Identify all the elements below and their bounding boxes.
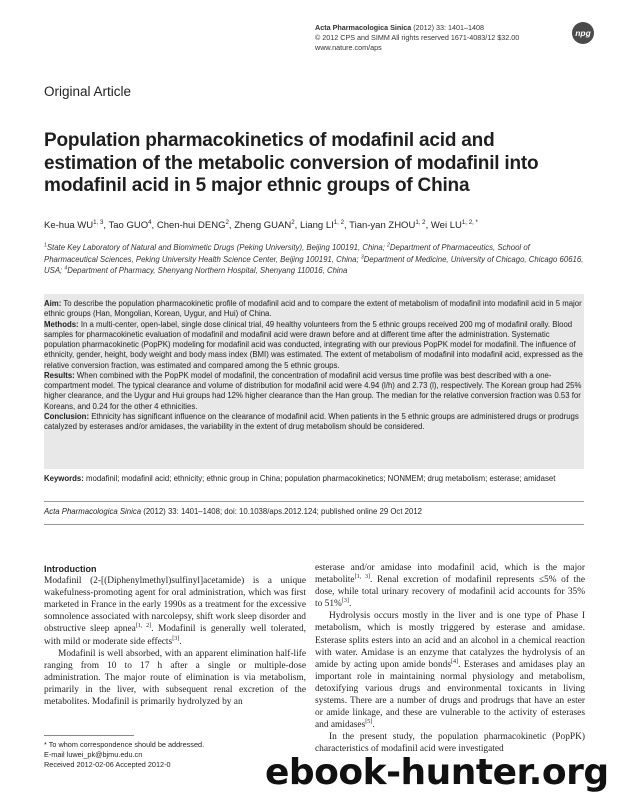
- author: Zheng GUAN$^2$: [234, 218, 295, 231]
- citation-ref[interactable]: [1, 2]: [135, 623, 152, 630]
- keywords: [44, 474, 584, 485]
- citation-ref[interactable]: [5]: [365, 719, 373, 726]
- footnote-divider: [44, 735, 134, 736]
- author: Tao GUO$^4$: [108, 218, 152, 231]
- journal-name: Acta Pharmacologica Sinica: [315, 23, 412, 32]
- keywords-label: Keywords:: [44, 474, 84, 483]
- abstract-aim: Aim: To describe the population pharmacokinetic profile of modafinil acid and to compare the extent of metabolism of modafinil into modafinil acid in 5 major ethnic groups (Han, Mongolian, Korean, Uygur, and Hui) of China.: [44, 299, 582, 319]
- author: Tian-yan ZHOU$^{1, 2}$: [349, 218, 426, 231]
- watermark: ebook-hunter.org: [265, 752, 609, 793]
- author: Ke-hua WU$^{1, 3}$: [44, 218, 104, 231]
- article-type: Original Article: [44, 84, 132, 99]
- author: Wei $LU^{1, 2, *}$: [430, 218, 478, 231]
- copyright-line: © 2012 CPS and SIMM All rights reserved 1671-4083/12 $32.00: [315, 33, 520, 42]
- citation-ref[interactable]: [3]: [341, 598, 349, 605]
- journal-url[interactable]: www.nature.com/aps: [315, 43, 382, 52]
- body-column-left: [44, 563, 306, 708]
- citation-ref[interactable]: [4]: [451, 658, 459, 665]
- author: Liang LI$^{1, 2}$: [299, 218, 345, 231]
- body-column-right: [315, 562, 585, 756]
- paper-title: Population pharmacokinetics of modafinil acid and estimation of the metabolic conversion of modafinil into modafinil acid in 5 major ethnic groups of China: [44, 130, 539, 196]
- affiliation: $^1$State Key Laboratory of Natural and Biomimetic Drugs (Peking University), Beijing 100191, China;: [44, 242, 388, 252]
- paragraph: In the present study, the population pharmacokinetic (PopPK) characteristics of modafinil acid were investigated: [315, 732, 585, 755]
- abstract-conclusion: Conclusion: Ethnicity has significant influence on the clearance of modafinil acid. When patients in the 5 ethnic groups are administered drugs or prodrugs catalyzed by esterases and/or amidases, the variability in the extent of drug metabolism should be considered.: [44, 411, 579, 431]
- author-list: Ke-hua WU$^{1, 3}$, Tao GUO$^4$, Chen-hui DENG$^2$, Zheng GUAN$^2$, Liang LI$^{1, 2}$, Tian-yan ZHOU$^{1, 2}$, Wei $LU^{1, 2, *}$: [44, 218, 478, 231]
- abstract-results: Results: When combined with the PopPK model of modafinil, the concentration of modafinil acid versus time profile was best described with a one-compartment model. The typical clearance and volume of distribution for modafinil acid were 4.94 (l/h) and 2.73 (l), respectively. The Korean group had 25% higher clearance, and the Uygur and Hui groups had 12% higher clearance than the Han group. The median for the relative conversion fraction was 0.53 for Koreans, and 0.24 for the other 4 ethnicities.: [44, 370, 582, 411]
- affiliations: [44, 242, 584, 277]
- affiliation: $^2$Department of Pharmaceutics, School of Pharmaceutical Sciences, Peking University Health Science Center, Beijing 100191, China;: [44, 242, 530, 264]
- journal-header: [315, 23, 565, 53]
- paragraph: Hydrolysis occurs mostly in the liver and is one type of Phase I metabolism, which is mostly triggered by esterase and amidase. Esterase splits esters into an acid and an alcohol in a chemical reaction with water. Amidase is an enzyme that catalyzes the hydrolysis of an amide by acting upon amide bonds[4]. Esterases and amidases play an important role in maintaining normal physiology and metabolism, detoxifying various drugs and environmental toxicants in living systems. There are a number of drugs and prodrugs that have an ester or amide linkage, and these are vulnerable to the activity of esterases and amidases[5].: [315, 611, 585, 731]
- npg-logo-icon: npg: [572, 22, 594, 44]
- volume-line: (2012) 33: 1401–1408: [413, 23, 485, 32]
- affiliation: $^4$Department of Pharmacy, Shenyang Northern Hospital, Shenyang 110016, China: [64, 265, 348, 275]
- divider: [44, 501, 584, 502]
- received-date: Received 2012-02-06 Accepted 2012-0: [44, 760, 171, 770]
- divider: [44, 524, 584, 525]
- section-heading-introduction: Introduction: [44, 564, 97, 574]
- keywords-text: modafinil; modafinil acid; ethnicity; ethnic group in China; population pharmacokinetics; NONMEM; drug metabolism; esterase; amidaset: [83, 474, 556, 483]
- abstract: [44, 299, 584, 432]
- citation-ref[interactable]: [1, 3]: [354, 573, 371, 580]
- paragraph: esterase and/or amidase into modafinil acid, which is the major metabolite[1, 3]. Renal excretion of modafinil represents ≤5% of the dose, while total urinary recovery of modafinil acid accounts for 35% to 51%[3].: [315, 563, 585, 610]
- affiliation: $^3$Department of Medicine, University of Chicago, Chicago 60616, USA;: [44, 253, 584, 275]
- paragraph: Modafinil is well absorbed, with an apparent elimination half-life ranging from 10 to 17 h after a single or multiple-dose administration. The major route of elimination is via metabolism, primarily in the liver, with subsequent renal excretion of the metabolites. Modafinil is primarily hydrolyzed by an: [44, 648, 306, 708]
- author: Chen-hui DENG$^2$: [156, 218, 229, 231]
- citation-ref[interactable]: [3]: [172, 635, 180, 642]
- abstract-methods: Methods: In a multi-center, open-label, single dose clinical trial, 49 healthy volunteers from the 5 ethnic groups received 200 mg of modafinil orally. Blood samples for pharmacokinetic evaluation of modafinil and modafinil acid were drawn before and at different time after the administration. Systematic population pharmacokinetic (PopPK) modeling for modafinil acid was conducted, integrating with our previous PopPK model for modafinil. The influence of ethnicity, gender, height, body weight and body mass index (BMI) was estimated. The extent of metabolism of modafinil into modafinil acid, expressed as the relative conversion fraction, was estimated and compared among the 5 ethnic groups.: [44, 319, 583, 370]
- correspondence-email[interactable]: E-mail luwei_pk@bjmu.edu.cn: [44, 750, 143, 760]
- paragraph: Modafinil (2-[(Diphenylmethyl)sulfinyl]acetamide) is a unique wakefulness-promoting agent for oral administration, which was first marketed in France in the early 1990s as a treatment for the excessive somnolence associated with narcolepsy, shift work sleep disorder and obstructive sleep apnea[1, 2]. Modafinil is generally well tolerated, with mild or moderate side effects[3].: [44, 576, 307, 647]
- correspondence-note: * To whom correspondence should be addressed.: [44, 740, 205, 749]
- citation-line: Acta Pharmacologica Sinica (2012) 33: 1401–1408; doi: 10.1038/aps.2012.124; published online 29 Oct 2012: [44, 507, 422, 516]
